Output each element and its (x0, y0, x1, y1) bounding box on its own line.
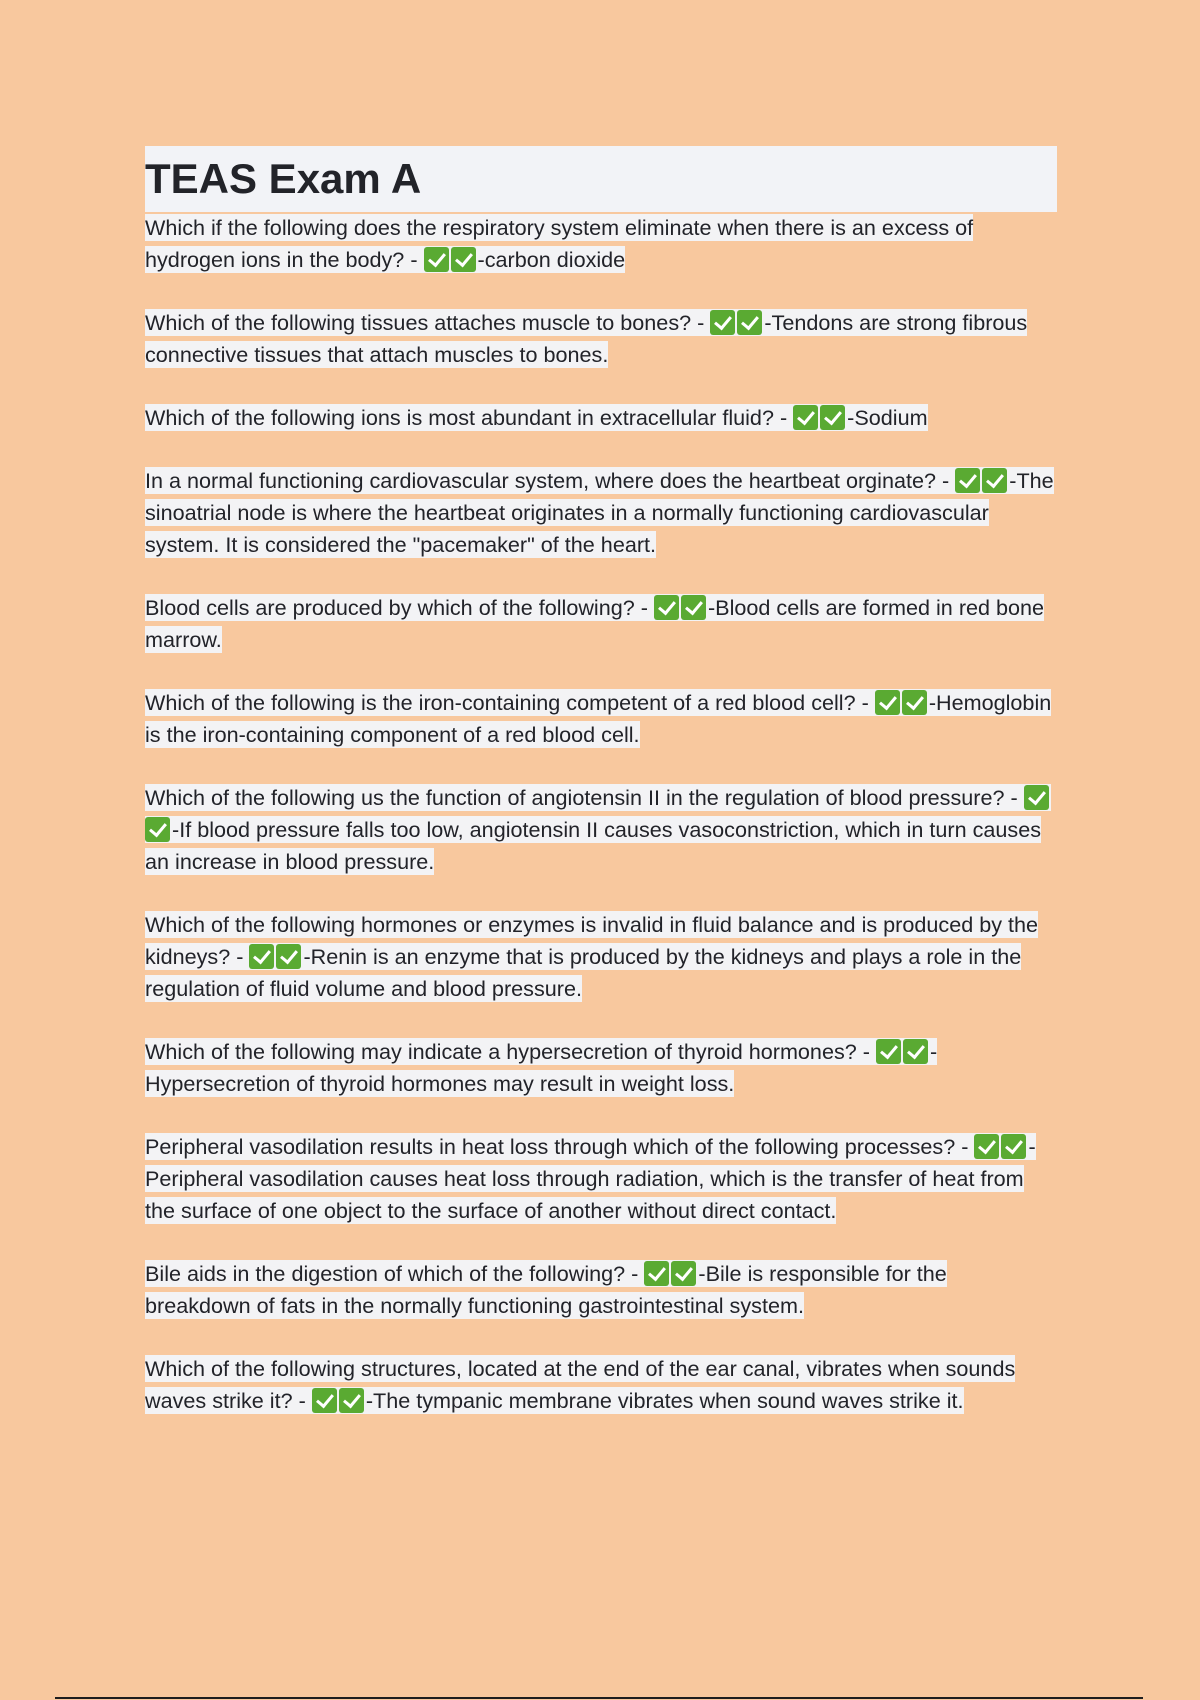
check-mark-icon (671, 1261, 696, 1286)
question-text: Which of the following hormones or enzymes is invalid in fluid balance and is produced by the kidneys? (145, 912, 1039, 969)
check-mark-icon (1024, 785, 1049, 810)
answer-prefix: - (707, 595, 716, 620)
answer-prefix: - (477, 247, 485, 272)
question-text: Which if the following does the respiratory system eliminate when there is an excess of hydrogen ions in the body? (145, 215, 974, 272)
qa-item (145, 909, 1057, 1005)
document-content (145, 146, 1057, 1448)
question-separator: - (230, 944, 250, 969)
qa-text (145, 1355, 1015, 1414)
answer-prefix: - (365, 1388, 374, 1413)
qa-item (145, 782, 1057, 878)
check-mark-icon (902, 690, 927, 715)
footer-rule (55, 1697, 1143, 1699)
question-text: Which of the following ions is most abundant in extracellular fluid? (145, 405, 774, 430)
qa-item (145, 1131, 1057, 1227)
question-separator: - (1004, 785, 1024, 810)
question-separator: - (625, 1261, 645, 1286)
qa-list (145, 212, 1057, 1417)
answer-text: carbon dioxide (484, 247, 626, 272)
check-mark-icon (654, 595, 679, 620)
answer-prefix: - (1009, 468, 1017, 493)
page-title: TEAS Exam A (145, 155, 422, 202)
answer-text: The tympanic membrane vibrates when sound waves strike it. (373, 1388, 964, 1413)
check-mark-icon (451, 247, 476, 272)
question-separator: - (292, 1388, 312, 1413)
answer-prefix: - (303, 944, 311, 969)
check-mark-icon (982, 468, 1007, 493)
qa-item (145, 1353, 1057, 1417)
question-text: Which of the following structures, located at the end of the ear canal, vibrates when sounds waves strike it? (145, 1356, 1016, 1413)
qa-text (145, 594, 1044, 653)
qa-item (145, 1258, 1057, 1322)
qa-text (145, 467, 1054, 558)
answer-prefix: - (928, 690, 937, 715)
question-separator: - (856, 1039, 876, 1064)
question-text: Peripheral vasodilation results in heat loss through which of the following processes? (145, 1134, 956, 1159)
check-mark-icon (974, 1134, 999, 1159)
answer-text: Renin is an enzyme that is produced by the kidneys and plays a role in the regulation of fluid volume and blood pressure. (145, 944, 1022, 1001)
answer-text: Sodium (854, 405, 928, 430)
check-mark-icon (339, 1388, 364, 1413)
check-mark-icon (903, 1039, 928, 1064)
qa-item (145, 592, 1057, 656)
question-separator: - (634, 595, 654, 620)
question-text: Which of the following us the function of angiotensin II in the regulation of blood pressure? (145, 785, 1005, 810)
check-mark-icon (424, 247, 449, 272)
check-mark-icon (875, 690, 900, 715)
check-mark-icon (710, 310, 735, 335)
question-text: Which of the following may indicate a hypersecretion of thyroid hormones? (145, 1039, 857, 1064)
answer-text: Hemoglobin is the iron-containing component of a red blood cell. (145, 690, 1052, 747)
answer-prefix: - (1028, 1134, 1036, 1159)
question-text: In a normal functioning cardiovascular system, where does the heartbeat orginate? (145, 468, 937, 493)
qa-text (145, 404, 928, 431)
check-mark-icon (312, 1388, 337, 1413)
qa-text (145, 1260, 947, 1319)
check-mark-icon (820, 405, 845, 430)
check-mark-icon (681, 595, 706, 620)
check-mark-icon (955, 468, 980, 493)
answer-prefix: - (172, 817, 180, 842)
qa-text (145, 784, 1051, 875)
qa-item (145, 402, 1057, 434)
answer-prefix: - (847, 405, 855, 430)
question-text: Which of the following is the iron-containing competent of a red blood cell? (145, 690, 856, 715)
check-mark-icon (276, 944, 301, 969)
qa-text (145, 911, 1038, 1002)
answer-text: Bile is responsible for the breakdown of fats in the normally functioning gastrointestinal system. (145, 1261, 947, 1318)
question-separator: - (955, 1134, 975, 1159)
qa-text (145, 1133, 1036, 1224)
qa-item (145, 687, 1057, 751)
qa-text (145, 1038, 937, 1097)
answer-prefix: - (929, 1039, 938, 1064)
check-mark-icon (793, 405, 818, 430)
qa-text (145, 214, 973, 273)
check-mark-icon (249, 944, 274, 969)
qa-item (145, 307, 1057, 371)
check-mark-icon (737, 310, 762, 335)
question-text: Bile aids in the digestion of which of the following? (145, 1261, 626, 1286)
answer-text: The sinoatrial node is where the heartbeat originates in a normally functioning cardiovascular system. It is considered the "pacemaker" of the heart. (145, 468, 1054, 557)
qa-text (145, 309, 1027, 368)
qa-item (145, 212, 1057, 276)
answer-text: Tendons are strong fibrous connective tissues that attach muscles to bones. (145, 310, 1028, 367)
qa-item (145, 465, 1057, 561)
answer-prefix: - (764, 310, 772, 335)
check-mark-icon (1001, 1134, 1026, 1159)
question-text: Which of the following tissues attaches muscle to bones? (145, 310, 692, 335)
answer-text: Peripheral vasodilation causes heat loss through radiation, which is the transfer of heat from the surface of one object to the surface of another without direct contact. (145, 1166, 1024, 1223)
answer-text: Blood cells are formed in red bone marrow. (145, 595, 1045, 652)
qa-text (145, 689, 1051, 748)
check-mark-icon (876, 1039, 901, 1064)
question-separator: - (691, 310, 711, 335)
question-separator: - (773, 405, 794, 430)
question-separator: - (404, 247, 424, 272)
title-bar (145, 146, 1057, 212)
check-mark-icon (644, 1261, 669, 1286)
question-separator: - (855, 690, 875, 715)
answer-prefix: - (698, 1261, 706, 1286)
question-text: Blood cells are produced by which of the following? (145, 595, 635, 620)
question-separator: - (936, 468, 956, 493)
check-mark-icon (145, 817, 170, 842)
answer-text: Hypersecretion of thyroid hormones may result in weight loss. (145, 1071, 735, 1096)
qa-item (145, 1036, 1057, 1100)
answer-text: If blood pressure falls too low, angiotensin II causes vasoconstriction, which in turn causes an increase in blood pressure. (145, 817, 1042, 874)
